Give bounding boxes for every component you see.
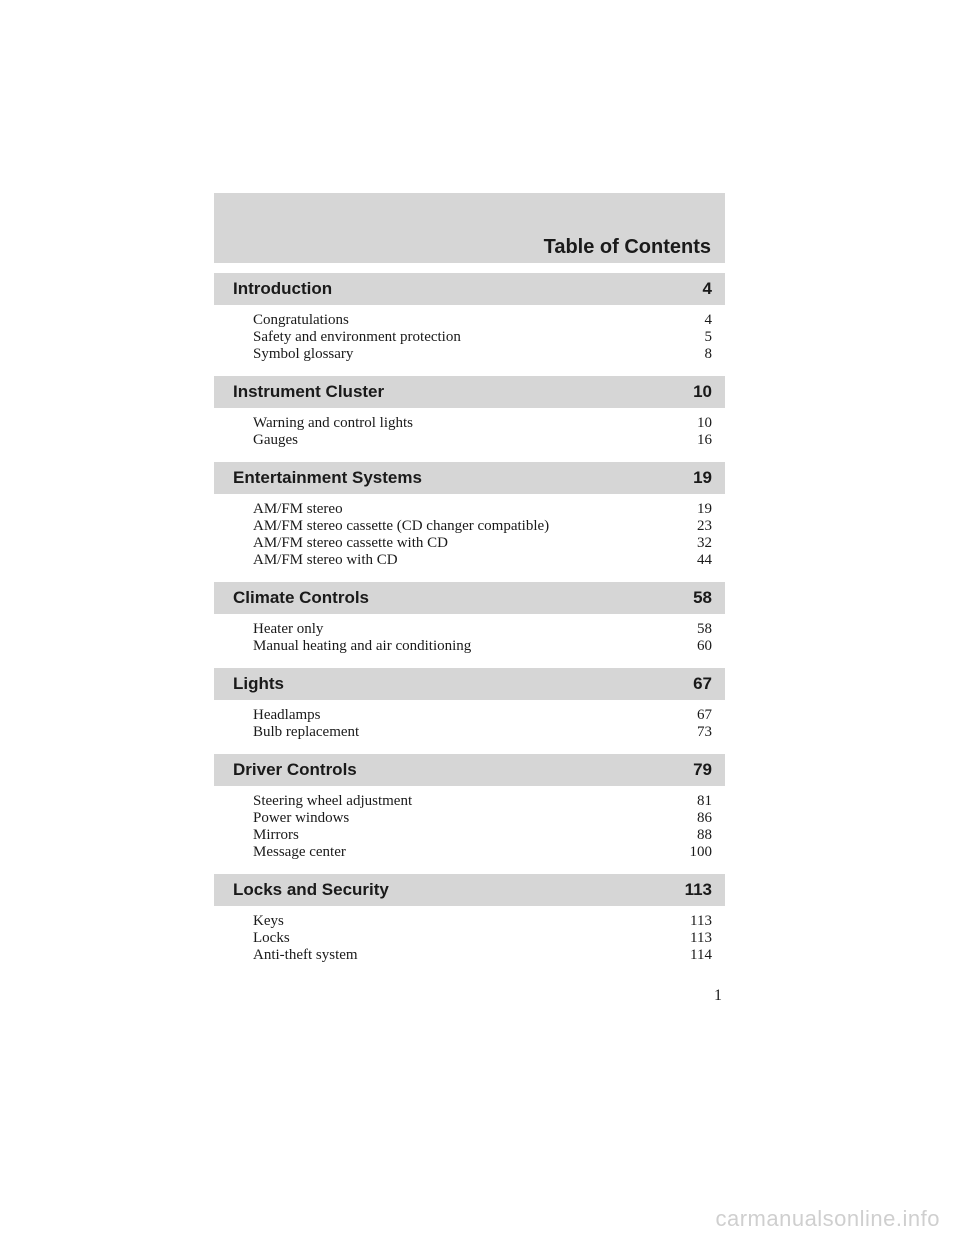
- entry-label: Warning and control lights: [253, 415, 414, 431]
- section-page: 4: [702, 279, 712, 298]
- entry-label: AM/FM stereo: [253, 501, 343, 517]
- entry-page: 4: [704, 312, 712, 328]
- entry-page: 19: [697, 501, 712, 517]
- toc-entry: [253, 312, 712, 329]
- section-page: 19: [693, 468, 712, 487]
- entry-label: Power windows: [253, 810, 350, 826]
- toc-section: [214, 874, 725, 964]
- entry-label: AM/FM stereo cassette (CD changer compatible): [253, 518, 550, 534]
- toc-entry: [253, 552, 712, 569]
- toc-entry: [253, 810, 712, 827]
- toc-entry: [253, 518, 712, 535]
- entry-label: Mirrors: [253, 827, 299, 843]
- entry-label: Manual heating and air conditioning: [253, 638, 472, 654]
- toc-entry: [253, 844, 712, 861]
- entry-label: AM/FM stereo with CD: [253, 552, 398, 568]
- section-title: Climate Controls: [233, 588, 370, 607]
- entry-page: 100: [689, 844, 712, 860]
- section-entries: [214, 494, 725, 569]
- toc-section: [214, 376, 725, 449]
- entry-label: Congratulations: [253, 312, 349, 328]
- entry-page: 32: [697, 535, 712, 551]
- toc-entry: [253, 535, 712, 552]
- toc-entry: [253, 724, 712, 741]
- entry-page: 81: [697, 793, 712, 809]
- section-header: [214, 582, 725, 614]
- section-page: 79: [693, 760, 712, 779]
- table-of-contents: [214, 273, 725, 977]
- header-band: [214, 193, 725, 263]
- section-title: Instrument Cluster: [233, 382, 385, 401]
- section-entries: [214, 614, 725, 655]
- toc-entry: [253, 827, 712, 844]
- entry-page: 113: [690, 930, 712, 946]
- toc-entry: [253, 947, 712, 964]
- section-header: [214, 462, 725, 494]
- entry-page: 113: [690, 913, 712, 929]
- toc-section: [214, 582, 725, 655]
- section-entries: [214, 700, 725, 741]
- section-title: Locks and Security: [233, 880, 389, 899]
- entry-page: 60: [697, 638, 712, 654]
- entry-page: 73: [697, 724, 712, 740]
- page-title: Table of Contents: [543, 236, 711, 258]
- entry-page: 58: [697, 621, 712, 637]
- entry-label: Safety and environment protection: [253, 329, 461, 345]
- entry-label: Symbol glossary: [253, 346, 354, 362]
- entry-page: 67: [697, 707, 712, 723]
- toc-entry: [253, 930, 712, 947]
- toc-section: [214, 462, 725, 569]
- page-number: 1: [714, 987, 722, 1004]
- section-entries: [214, 305, 725, 363]
- toc-section: [214, 273, 725, 363]
- toc-entry: [253, 346, 712, 363]
- section-entries: [214, 786, 725, 861]
- entry-page: 16: [697, 432, 712, 448]
- section-title: Introduction: [233, 279, 333, 298]
- toc-entry: [253, 621, 712, 638]
- entry-label: Bulb replacement: [253, 724, 360, 740]
- section-header: [214, 874, 725, 906]
- section-title: Entertainment Systems: [233, 468, 422, 487]
- section-header: [214, 754, 725, 786]
- toc-entry: [253, 793, 712, 810]
- section-header: [214, 668, 725, 700]
- entry-label: Gauges: [253, 432, 298, 448]
- section-page: 113: [684, 880, 712, 899]
- entry-label: Heater only: [253, 621, 324, 637]
- entry-page: 88: [697, 827, 712, 843]
- section-page: 67: [693, 674, 712, 693]
- toc-entry: [253, 432, 712, 449]
- entry-page: 23: [697, 518, 712, 534]
- toc-entry: [253, 913, 712, 930]
- section-header: [214, 376, 725, 408]
- entry-label: Message center: [253, 844, 346, 860]
- toc-entry: [253, 415, 712, 432]
- section-entries: [214, 408, 725, 449]
- toc-entry: [253, 501, 712, 518]
- entry-page: 86: [697, 810, 712, 826]
- section-page: 10: [693, 382, 712, 401]
- entry-label: Locks: [253, 930, 290, 946]
- toc-entry: [253, 638, 712, 655]
- section-header: [214, 273, 725, 305]
- section-title: Lights: [233, 674, 284, 693]
- section-title: Driver Controls: [233, 760, 357, 779]
- entry-page: 114: [690, 947, 712, 963]
- toc-section: [214, 668, 725, 741]
- entry-label: Keys: [253, 913, 284, 929]
- toc-entry: [253, 707, 712, 724]
- entry-page: 8: [704, 346, 712, 362]
- section-entries: [214, 906, 725, 964]
- entry-page: 10: [697, 415, 712, 431]
- entry-label: Anti-theft system: [253, 947, 358, 963]
- watermark-text: carmanualsonline.info: [715, 1206, 940, 1231]
- entry-page: 44: [697, 552, 712, 568]
- entry-page: 5: [704, 329, 712, 345]
- toc-entry: [253, 329, 712, 346]
- entry-label: AM/FM stereo cassette with CD: [253, 535, 448, 551]
- section-page: 58: [693, 588, 712, 607]
- toc-section: [214, 754, 725, 861]
- entry-label: Headlamps: [253, 707, 321, 723]
- entry-label: Steering wheel adjustment: [253, 793, 413, 809]
